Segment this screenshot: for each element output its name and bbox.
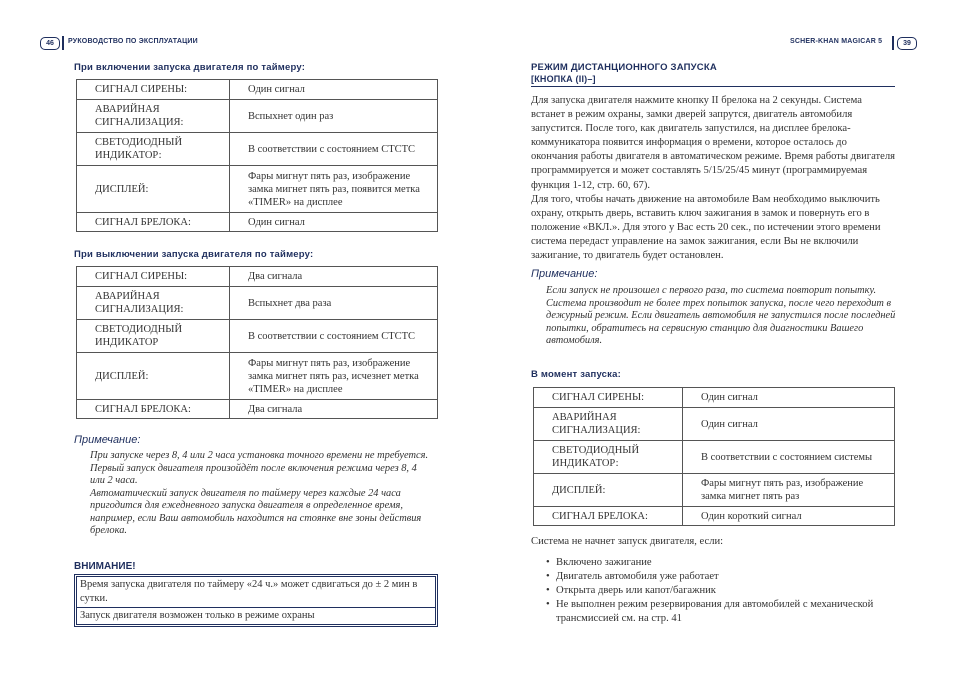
table-row — [77, 267, 438, 287]
left-header-title: РУКОВОДСТВО ПО ЭКСПЛУАТАЦИИ — [68, 38, 198, 45]
row-value: В соответствии с состоянием системы — [683, 441, 895, 474]
row-label: СИГНАЛ СИРЕНЫ: — [77, 80, 230, 100]
table-row — [77, 287, 438, 320]
table-row — [534, 441, 895, 474]
row-label: АВАРИЙНАЯ СИГНАЛИЗАЦИЯ: — [534, 408, 683, 441]
row-label: ДИСПЛЕЙ: — [77, 166, 230, 213]
left-note-text — [90, 450, 430, 538]
warning-line: Запуск двигателя возможен только в режиме охраны — [77, 607, 435, 624]
row-label: СИГНАЛ БРЕЛОКА: — [77, 213, 230, 232]
right-note-text — [546, 285, 896, 348]
timer-off-table — [76, 266, 438, 419]
start-moment-title: В момент запуска: — [531, 369, 621, 380]
table-row — [77, 166, 438, 213]
right-header-title: SCHER-KHAN MAGICAR 5 — [790, 38, 883, 45]
row-value: Один сигнал — [683, 388, 895, 408]
row-value: Два сигнала — [230, 400, 438, 419]
row-value: Один короткий сигнал — [683, 507, 895, 526]
warning-heading: ВНИМАНИЕ! — [74, 561, 136, 572]
list-item: • Двигатель автомобиля уже работает — [546, 570, 896, 584]
row-value: В соответствии с состоянием СТСТС — [230, 320, 438, 353]
left-header-divider — [62, 36, 64, 50]
table-row — [77, 213, 438, 232]
row-label: СИГНАЛ СИРЕНЫ: — [77, 267, 230, 287]
row-value: Фары мигнут пять раз, изображение замка мигнет пять раз — [683, 474, 895, 507]
right-note-heading: Примечание: — [531, 268, 598, 280]
row-label: АВАРИЙНАЯ СИГНАЛИЗАЦИЯ: — [77, 287, 230, 320]
row-label: СИГНАЛ СИРЕНЫ: — [534, 388, 683, 408]
row-label: ДИСПЛЕЙ: — [77, 353, 230, 400]
row-label: СВЕТОДИОДНЫЙ ИНДИКАТОР: — [77, 133, 230, 166]
row-label: СВЕТОДИОДНЫЙ ИНДИКАТОР: — [534, 441, 683, 474]
row-value: В соответствии с состоянием СТСТС — [230, 133, 438, 166]
row-label: СВЕТОДИОДНЫЙ ИНДИКАТОР — [77, 320, 230, 353]
row-value: Один сигнал — [230, 213, 438, 232]
table-row — [534, 474, 895, 507]
right-page-number: 39 — [897, 37, 917, 50]
warning-line: Время запуска двигателя по таймеру «24 ч.» может сдвигаться до ± 2 мин в сутки. — [80, 579, 418, 604]
conditions-list — [546, 556, 896, 626]
start-moment-table — [533, 387, 895, 526]
remote-start-title: РЕЖИМ ДИСТАНЦИОННОГО ЗАПУСКА — [531, 62, 717, 73]
table-row — [77, 133, 438, 166]
row-value: Фары мигнут пять раз, изображение замка мигнет пять раз, исчезнет метка «TIMER» на дисплее — [230, 353, 438, 400]
body-paragraph: Для того, чтобы начать движение на автомобиле Вам необходимо выключить охрану, открыть дверь, вставить ключ зажигания в замок и повернуть его в положение «ВКЛ.». Для этого у Вас есть 20 сек., по истечении этого времени система передаст управление на замок зажигания, если Вы не включили зажигание, то двигатель будет остановлен. — [531, 193, 881, 262]
table-row — [77, 400, 438, 419]
list-item: • Открыта дверь или капот/багажник — [546, 584, 896, 598]
list-item: • Не выполнен режим резервирования для автомобилей с механической трансмиссией см. на стр. 41 — [546, 598, 896, 626]
list-item: • Включено зажигание — [546, 556, 896, 570]
timer-on-title: При включении запуска двигателя по таймеру: — [74, 62, 306, 73]
row-value: Вспыхнет один раз — [230, 100, 438, 133]
left-note-heading: Примечание: — [74, 434, 141, 446]
warning-box — [76, 576, 436, 625]
row-value: Один сигнал — [683, 408, 895, 441]
table-row — [534, 388, 895, 408]
note-paragraph: Если запуск не произошел с первого раза, то система повторит попытку. Система производит не более трех попыток запуска, после чего переходит в дежурный режим. Если двигатель автомобиля не запустился после последней попытки, обратитесь на сервисную станцию для диагностики Вашего автомобиля. — [546, 285, 896, 346]
conditions-intro: Система не начнет запуск двигателя, если: — [531, 536, 724, 547]
timer-off-title: При выключении запуска двигателя по таймеру: — [74, 249, 314, 260]
table-row — [534, 408, 895, 441]
row-label: СИГНАЛ БРЕЛОКА: — [534, 507, 683, 526]
note-paragraph: Автоматический запуск двигателя по таймеру через каждые 24 часа пригодится для ежедневного запуска двигателя в определенное время, например, если Ваш автомобиль находится на стоянке вне зоны действия брелока. — [90, 487, 422, 536]
remote-start-body — [531, 94, 896, 263]
row-value: Два сигнала — [230, 267, 438, 287]
row-label: ДИСПЛЕЙ: — [534, 474, 683, 507]
table-row — [534, 507, 895, 526]
table-row — [77, 80, 438, 100]
left-page-number: 46 — [40, 37, 60, 50]
table-row — [77, 100, 438, 133]
remote-start-subtitle: [КНОПКА (II)–] — [531, 74, 596, 84]
title-underline — [531, 86, 895, 87]
row-value: Вспыхнет два раза — [230, 287, 438, 320]
row-label: СИГНАЛ БРЕЛОКА: — [77, 400, 230, 419]
body-paragraph: Для запуска двигателя нажмите кнопку II брелока на 2 секунды. Система встанет в режим охраны, замки дверей запрутся, двигатель автомобиля запустится. После того, как двигатель запустился, на дисплее брелока-коммуникатора появится информация о времени, которое осталось до окончания работы двигателя в автоматическом режиме. Время работы двигателя программируется и может составлять 5/15/25/45 минут (программируемая функция 1-12, стр. 60, 67). — [531, 95, 896, 191]
table-row — [77, 320, 438, 353]
note-paragraph: При запуске через 8, 4 или 2 часа установка точного времени не требуется. Первый запуск двигателя произойдёт после включения режима через 8, 4 или 2 часа. — [90, 450, 429, 486]
timer-on-table — [76, 79, 438, 232]
table-row — [77, 353, 438, 400]
row-label: АВАРИЙНАЯ СИГНАЛИЗАЦИЯ: — [77, 100, 230, 133]
row-value: Фары мигнут пять раз, изображение замка мигнет пять раз, появится метка «TIMER» на дисплее — [230, 166, 438, 213]
row-value: Один сигнал — [230, 80, 438, 100]
right-header-divider — [892, 36, 894, 50]
